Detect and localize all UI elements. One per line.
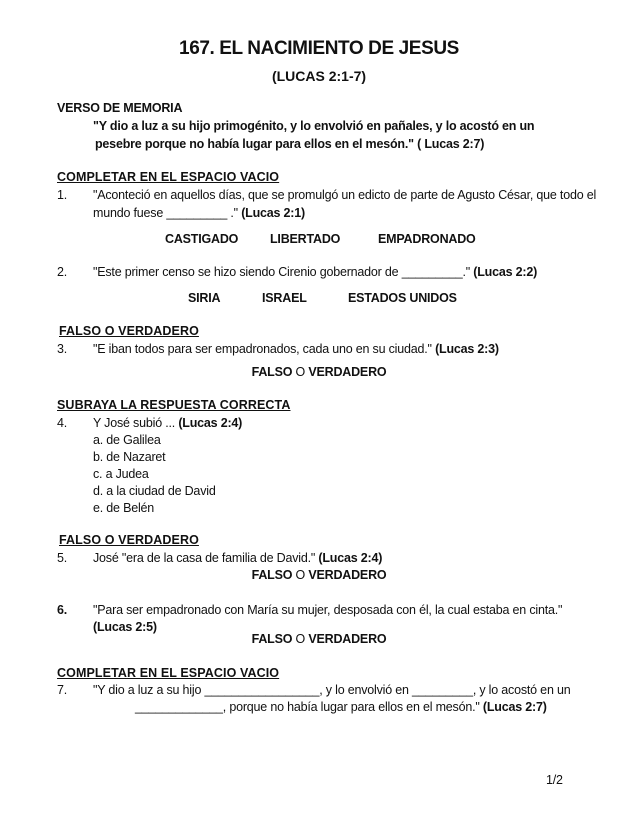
option-verdadero[interactable]: VERDADERO	[308, 632, 387, 646]
option-separator: O	[295, 568, 306, 582]
true-false-choice-q5	[0, 568, 638, 582]
question-1-line-1: "Aconteció en aquellos días, que se promulgó un edicto de parte de Agusto César, que todo el	[93, 188, 597, 202]
question-3-text: "E iban todos para ser empadronados, cada uno en su ciudad."	[93, 342, 432, 356]
section-complete-heading-2: COMPLETAR EN EL ESPACIO VACIO	[57, 666, 280, 680]
question-number: 3.	[57, 342, 68, 356]
question-1-reference: (Lucas 2:1)	[241, 206, 305, 220]
question-5-reference: (Lucas 2:4)	[318, 551, 383, 565]
question-number: 5.	[57, 551, 68, 565]
true-false-choice-q3	[0, 365, 638, 379]
answer-option-c[interactable]: c. a Judea	[93, 467, 149, 481]
true-false-choice-q6	[0, 632, 638, 646]
option-estados-unidos[interactable]: ESTADOS UNIDOS	[348, 291, 457, 305]
question-4-reference: (Lucas 2:4)	[178, 416, 243, 430]
answer-option-d[interactable]: d. a la ciudad de David	[93, 484, 216, 498]
question-7-line-2	[135, 700, 547, 714]
page-title: 167. EL NACIMIENTO DE JESUS	[179, 38, 459, 59]
question-7-reference: (Lucas 2:7)	[482, 700, 547, 714]
question-5-line	[93, 551, 382, 565]
question-2-text: "Este primer censo se hizo siendo Cirenio gobernador de _________."	[93, 265, 470, 279]
option-libertado[interactable]: LIBERTADO	[270, 232, 341, 246]
question-7-line-1[interactable]: "Y dio a luz a su hijo _________________, y lo envolvió en _________, y lo acostó en un	[93, 683, 571, 697]
question-6-reference: (Lucas 2:5)	[93, 620, 157, 634]
question-5-text: José "era de la casa de familia de David."	[93, 551, 316, 565]
answer-option-e[interactable]: e. de Belén	[93, 501, 155, 515]
memory-verse-line-2: pesebre porque no había lugar para ellos en el mesón." ( Lucas 2:7)	[95, 137, 485, 151]
option-castigado[interactable]: CASTIGADO	[165, 232, 239, 246]
section-true-false-heading-2: FALSO O VERDADERO	[59, 533, 199, 547]
option-israel[interactable]: ISRAEL	[262, 291, 307, 305]
memory-verse-heading: VERSO DE MEMORIA	[57, 101, 183, 115]
option-separator: O	[295, 632, 306, 646]
page-number: 1/2	[546, 773, 563, 787]
question-4-text: Y José subió ...	[93, 416, 176, 430]
section-complete-heading: COMPLETAR EN EL ESPACIO VACIO	[57, 170, 280, 184]
question-6-text: "Para ser empadronado con María su mujer, desposada con él, la cual estaba en cinta."	[93, 603, 563, 617]
question-2-reference: (Lucas 2:2)	[473, 265, 538, 279]
option-falso[interactable]: FALSO	[251, 365, 293, 379]
answer-option-a[interactable]: a. de Galilea	[93, 433, 161, 447]
page-reference: (LUCAS 2:1-7)	[271, 68, 367, 84]
question-number: 7.	[57, 683, 68, 697]
question-2-line	[93, 265, 537, 279]
question-1-line-2	[93, 206, 305, 220]
section-underline-heading: SUBRAYA LA RESPUESTA CORRECTA	[57, 398, 291, 412]
question-number: 4.	[57, 416, 68, 430]
question-1-text: mundo fuese _________ ."	[93, 206, 238, 220]
question-number: 2.	[57, 265, 68, 279]
option-empadronado[interactable]: EMPADRONADO	[378, 232, 476, 246]
question-number: 6.	[57, 603, 68, 617]
option-siria[interactable]: SIRIA	[188, 291, 221, 305]
option-falso[interactable]: FALSO	[251, 632, 293, 646]
question-3-line	[93, 342, 499, 356]
option-falso[interactable]: FALSO	[251, 568, 293, 582]
option-verdadero[interactable]: VERDADERO	[308, 568, 387, 582]
question-7-text[interactable]: _____________, porque no había lugar para ellos en el mesón."	[135, 700, 480, 714]
question-number: 1.	[57, 188, 68, 202]
memory-verse-line-1: "Y dio a luz a su hijo primogénito, y lo envolvió en pañales, y lo acostó en un	[93, 119, 535, 133]
option-verdadero[interactable]: VERDADERO	[308, 365, 387, 379]
answer-option-b[interactable]: b. de Nazaret	[93, 450, 166, 464]
section-true-false-heading: FALSO O VERDADERO	[59, 324, 199, 338]
question-4-line	[93, 416, 242, 430]
question-3-reference: (Lucas 2:3)	[435, 342, 499, 356]
option-separator: O	[295, 365, 306, 379]
